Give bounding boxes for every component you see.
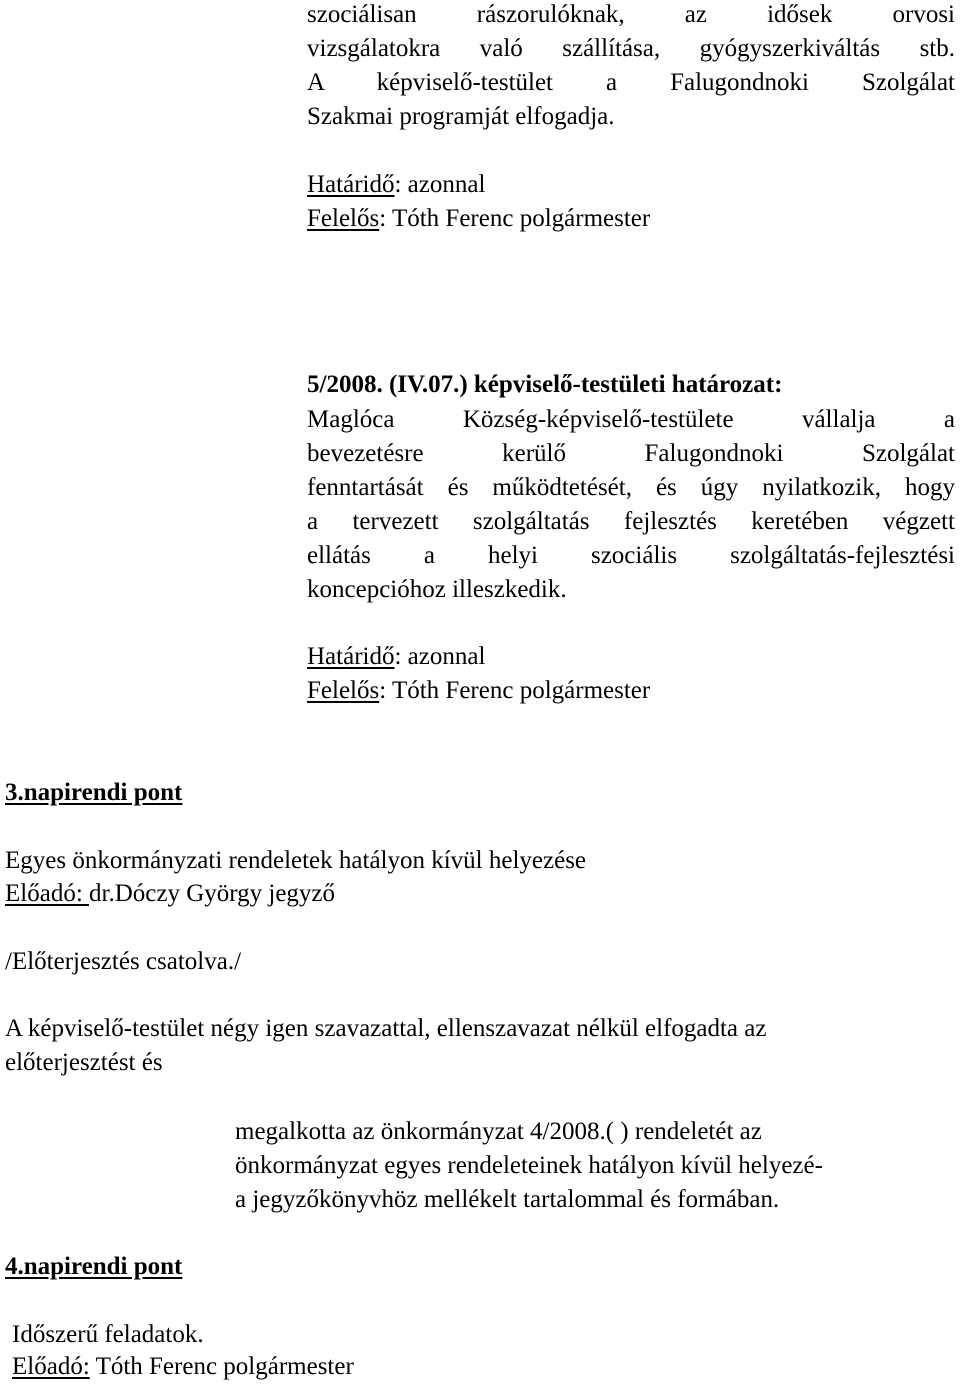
resolution-heading: 5/2008. (IV.07.) képviselő-testületi határozat:	[307, 371, 783, 398]
responsible-row	[307, 674, 650, 708]
responsible-label: Felelős	[307, 677, 380, 704]
agenda-heading: 4.napirendi pont	[5, 1253, 183, 1280]
paragraph-line: Szakmai programját elfogadja.	[307, 103, 615, 130]
paragraph-line: szociálisan rászorulóknak, az idősek orvosi	[307, 1, 955, 28]
paragraph-line: Maglóca Község-képviselő-testülete vállalja a	[307, 406, 955, 433]
deadline-label: Határidő	[307, 643, 395, 670]
decree-line: a jegyzőkönyvhöz mellékelt tartalommal és formában.	[235, 1186, 780, 1213]
deadline-value: : azonnal	[394, 171, 486, 198]
agenda-title: Egyes önkormányzati rendeletek hatályon kívül helyezése	[5, 847, 587, 874]
responsible-row	[307, 202, 650, 236]
decree-line: megalkotta az önkormányzat 4/2008.( ) rendeletét az	[235, 1118, 762, 1145]
responsible-value: : Tóth Ferenc polgármester	[379, 677, 651, 704]
deadline-label: Határidő	[307, 171, 395, 198]
presenter-label: Előadó:	[5, 880, 90, 907]
paragraph-line: bevezetésre kerülő Falugondnoki Szolgálat	[307, 440, 955, 467]
vote-line: A képviselő-testület négy igen szavazattal, ellenszavazat nélkül elfogadta az	[5, 1015, 767, 1042]
presenter-value: dr.Dóczy György jegyző	[89, 880, 336, 907]
paragraph-line: a tervezett szolgáltatás fejlesztés keretében végzett	[307, 508, 955, 535]
deadline-row	[307, 640, 485, 674]
responsible-label: Felelős	[307, 205, 380, 232]
responsible-value: : Tóth Ferenc polgármester	[379, 205, 651, 232]
presenter-label: Előadó:	[12, 1353, 90, 1380]
paragraph-line: koncepcióhoz illeszkedik.	[307, 576, 567, 603]
vote-line: előterjesztést és	[5, 1049, 163, 1076]
paragraph-line: vizsgálatokra való szállítása, gyógyszerkiváltás stb.	[307, 35, 955, 62]
agenda-title: Időszerű feladatok.	[12, 1321, 204, 1348]
presenter-row	[5, 877, 335, 911]
presenter-value: Tóth Ferenc polgármester	[89, 1353, 354, 1380]
attachment-note: /Előterjesztés csatolva./	[5, 948, 242, 975]
deadline-value: : azonnal	[394, 643, 486, 670]
paragraph-line: fenntartását és működtetését, és úgy nyilatkozik, hogy	[307, 474, 955, 501]
agenda-heading: 3.napirendi pont	[5, 779, 183, 806]
decree-line: önkormányzat egyes rendeleteinek hatályon kívül helyezé-	[235, 1152, 823, 1179]
paragraph-line: ellátás a helyi szociális szolgáltatás-fejlesztési	[307, 542, 955, 569]
paragraph-line: A képviselő-testület a Falugondnoki Szolgálat	[307, 69, 955, 96]
presenter-row	[12, 1350, 354, 1384]
deadline-row	[307, 168, 485, 202]
